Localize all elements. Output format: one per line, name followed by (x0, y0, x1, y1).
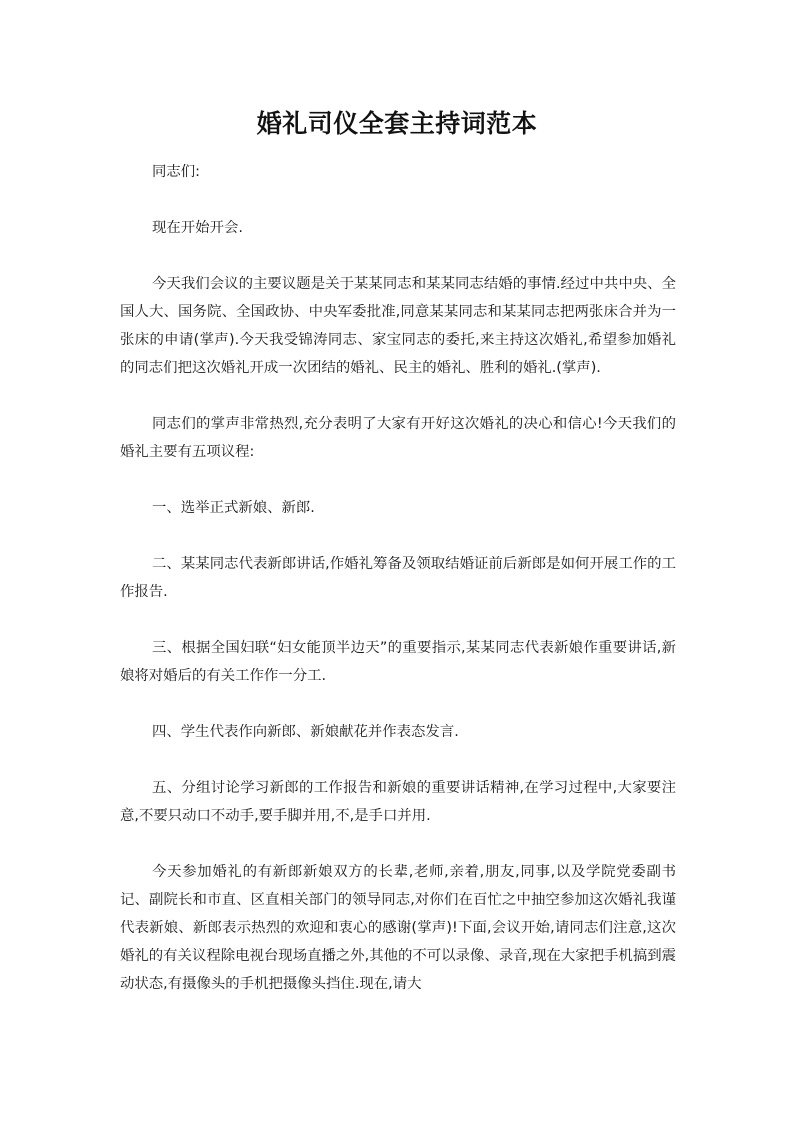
paragraph-item-1: 一、选举正式新娘、新郎. (152, 500, 315, 516)
paragraph-greeting: 同志们: (152, 164, 201, 180)
paragraph-item-2: 二、某某同志代表新郎讲话,作婚礼筹备及领取结婚证前后新郎是如何开展工作的工作报告. (120, 556, 676, 600)
paragraph-item-5: 五、分组讨论学习新郎的工作报告和新娘的重要讲话精神,在学习过程中,大家要注意,不要只动口不动手,要手脚并用,不,是手口并用. (120, 780, 676, 824)
paragraph-item-3: 三、根据全国妇联“妇女能顶半边天”的重要指示,某某同志代表新娘作重要讲话,新娘将对婚后的有关工作作一分工. (120, 640, 676, 684)
paragraph-item-4: 四、学生代表作向新郎、新娘献花并作表态发言. (152, 724, 459, 740)
paragraph-applause: 同志们的掌声非常热烈,充分表明了大家有开好这次婚礼的决心和信心!今天我们的婚礼主要有五项议程: (120, 416, 676, 460)
document-title: 婚礼司仪全套主持词范本 (256, 109, 538, 138)
paragraph-agenda-intro: 今天我们会议的主要议题是关于某某同志和某某同志结婚的事情.经过中共中央、全国人大、国务院、全国政协、中央军委批准,同意某某同志和某某同志把两张床合并为一张床的申请(掌声).今天我受锦涛同志、家宝同志的委托,来主持这次婚礼,希望参加婚礼的同志们把这次婚礼开成一次团结的婚礼、民主的婚礼、胜利的婚礼.(掌声). (120, 276, 676, 376)
paragraph-guests: 今天参加婚礼的有新郎新娘双方的长辈,老师,亲着,朋友,同事,以及学院党委副书记、副院长和市直、区直相关部门的领导同志,对你们在百忙之中抽空参加这次婚礼我谨代表新娘、新郎表示热烈的欢迎和衷心的感谢(掌声)!下面,会议开始,请同志们注意,这次婚礼的有关议程除电视台现场直播之外,其他的不可以录像、录音,现在大家把手机搞到震动状态,有摄像头的手机把摄像头挡住.现在,请大 (120, 864, 676, 992)
document-body (120, 158, 676, 998)
paragraph-opening: 现在开始开会. (152, 220, 243, 236)
